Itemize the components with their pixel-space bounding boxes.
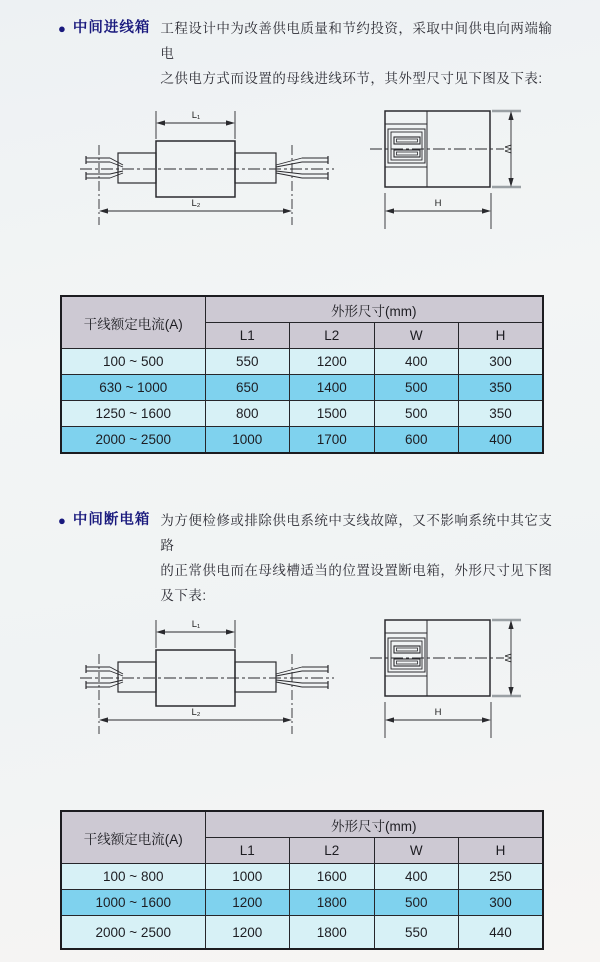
busbar-slot xyxy=(394,646,420,653)
cell-current: 1000 ~ 1600 xyxy=(61,890,205,916)
dimension-label-w: W xyxy=(502,653,513,663)
cell-l2: 1200 xyxy=(290,349,375,375)
dimension-table xyxy=(60,810,544,950)
cell-h: 350 xyxy=(459,401,544,427)
side-view-drawing xyxy=(78,103,338,238)
col-header-dimensions: 外形尺寸(mm) xyxy=(205,811,543,838)
dimension-label-h: H xyxy=(434,198,442,209)
bullet-icon: ● xyxy=(58,21,66,36)
cell-current: 100 ~ 500 xyxy=(61,349,205,375)
section-title: 中间断电箱 xyxy=(72,512,151,528)
table-row xyxy=(61,427,543,454)
cell-l1: 1000 xyxy=(205,864,290,890)
dimension-label-h: H xyxy=(434,707,442,718)
cell-w: 500 xyxy=(374,890,459,916)
col-header-l2: L2 xyxy=(290,838,375,864)
cell-l1: 650 xyxy=(205,375,290,401)
col-header-h: H xyxy=(459,323,544,349)
col-header-l1: L1 xyxy=(205,323,290,349)
cell-l1: 1000 xyxy=(205,427,290,454)
end-view-drawing xyxy=(368,612,528,747)
table-row xyxy=(61,916,543,950)
busbar-slot xyxy=(394,150,420,157)
dimension-label-l1: L₁ xyxy=(191,110,201,121)
busbar-slot xyxy=(394,137,420,144)
cell-w: 550 xyxy=(374,916,459,950)
cell-current: 2000 ~ 2500 xyxy=(61,427,205,454)
cell-l2: 1400 xyxy=(290,375,375,401)
col-header-dimensions: 外形尺寸(mm) xyxy=(205,296,543,323)
table-row xyxy=(61,890,543,916)
section-description xyxy=(160,508,560,608)
dimension-table xyxy=(60,295,544,454)
dimension-label-w: W xyxy=(502,144,513,154)
cell-current: 630 ~ 1000 xyxy=(61,375,205,401)
dimension-label-l1: L₁ xyxy=(191,619,201,630)
cell-w: 400 xyxy=(374,864,459,890)
cell-l1: 550 xyxy=(205,349,290,375)
cell-l2: 1800 xyxy=(290,916,375,950)
cell-h: 400 xyxy=(459,427,544,454)
busbar-slot xyxy=(394,659,420,666)
cell-current: 100 ~ 800 xyxy=(61,864,205,890)
table-row xyxy=(61,349,543,375)
cell-l2: 1800 xyxy=(290,890,375,916)
table-row xyxy=(61,864,543,890)
cell-l2: 1700 xyxy=(290,427,375,454)
section-description-line2: 的正常供电而在母线槽适当的位置设置断电箱，外形尺寸见下图及下表: xyxy=(160,563,553,603)
section-description-line2: 之供电方式而设置的母线进线环节，其外型尺寸见下图及下表: xyxy=(160,71,543,86)
cell-w: 400 xyxy=(374,349,459,375)
cell-l2: 1600 xyxy=(290,864,375,890)
col-header-w: W xyxy=(374,323,459,349)
cell-l2: 1500 xyxy=(290,401,375,427)
end-view-drawing xyxy=(368,103,528,238)
side-view-drawing xyxy=(78,612,338,747)
bullet-icon: ● xyxy=(58,513,66,528)
col-header-l1: L1 xyxy=(205,838,290,864)
section-title: 中间进线箱 xyxy=(72,20,151,36)
col-header-l2: L2 xyxy=(290,323,375,349)
cell-l1: 1200 xyxy=(205,916,290,950)
cell-h: 300 xyxy=(459,349,544,375)
section-incoming-header xyxy=(58,16,560,91)
cell-current: 2000 ~ 2500 xyxy=(61,916,205,950)
section-description xyxy=(160,16,560,91)
col-header-h: H xyxy=(459,838,544,864)
col-header-current: 干线额定电流(A) xyxy=(61,811,205,864)
cell-w: 500 xyxy=(374,401,459,427)
section-breaker-header xyxy=(58,508,560,608)
col-header-w: W xyxy=(374,838,459,864)
cell-h: 300 xyxy=(459,890,544,916)
dimension-label-l2: L₂ xyxy=(191,198,201,209)
col-header-current: 干线额定电流(A) xyxy=(61,296,205,349)
cell-h: 350 xyxy=(459,375,544,401)
cell-l1: 1200 xyxy=(205,890,290,916)
cell-w: 500 xyxy=(374,375,459,401)
cell-current: 1250 ~ 1600 xyxy=(61,401,205,427)
section-description-line1: 工程设计中为改善供电质量和节约投资，采取中间供电向两端输电 xyxy=(160,21,553,61)
cell-w: 600 xyxy=(374,427,459,454)
table-row xyxy=(61,375,543,401)
section-description-line1: 为方便检修或排除供电系统中支线故障，又不影响系统中其它支路 xyxy=(160,513,553,553)
cell-h: 250 xyxy=(459,864,544,890)
dimension-label-l2: L₂ xyxy=(191,707,201,718)
cell-h: 440 xyxy=(459,916,544,950)
cell-l1: 800 xyxy=(205,401,290,427)
table-row xyxy=(61,401,543,427)
